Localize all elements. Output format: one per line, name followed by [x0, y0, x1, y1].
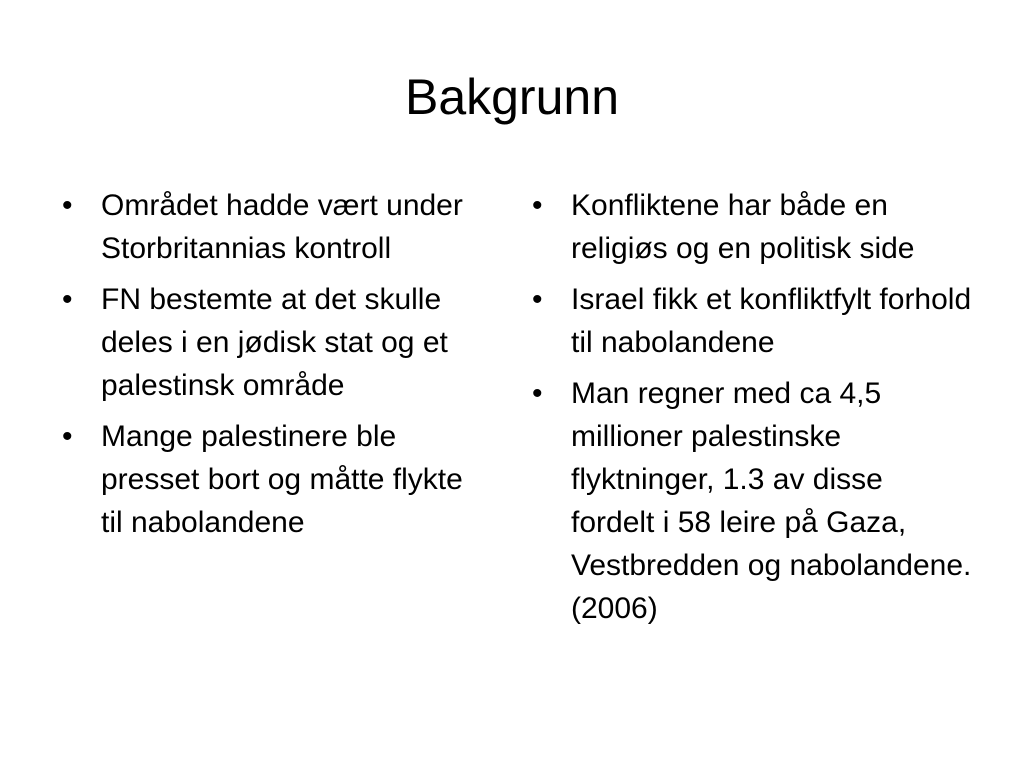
bullet-item — [532, 372, 972, 630]
bullet-item — [62, 184, 482, 270]
slide-title: Bakgrunn — [404, 69, 620, 125]
bullet-item — [62, 278, 482, 407]
bullet-text: Man regner med ca 4,5 millioner palestinske flyktninger, 1.3 av disse fordelt i 58 leire på Gaza, Vestbredden og nabolandene. (2006) — [571, 377, 972, 625]
bullet-icon: • — [532, 189, 543, 222]
right-bullet-list — [532, 184, 972, 638]
bullet-text: Israel fikk et konfliktfylt forhold til nabolandene — [571, 283, 972, 359]
bullet-text: FN bestemte at det skulle deles i en jødisk stat og et palestinsk område — [101, 283, 448, 402]
bullet-text: Området hadde vært under Storbritannias kontroll — [101, 189, 463, 265]
bullet-item — [62, 415, 482, 544]
bullet-item — [532, 278, 972, 364]
bullet-icon: • — [532, 377, 543, 410]
left-bullet-list — [62, 184, 482, 552]
bullet-text: Mange palestinere ble presset bort og måtte flykte til nabolandene — [101, 420, 463, 539]
bullet-item — [532, 184, 972, 270]
bullet-icon: • — [62, 283, 73, 316]
bullet-icon: • — [532, 283, 543, 316]
bullet-icon: • — [62, 420, 73, 453]
bullet-text: Konfliktene har både en religiøs og en politisk side — [571, 189, 915, 265]
bullet-icon: • — [62, 189, 73, 222]
